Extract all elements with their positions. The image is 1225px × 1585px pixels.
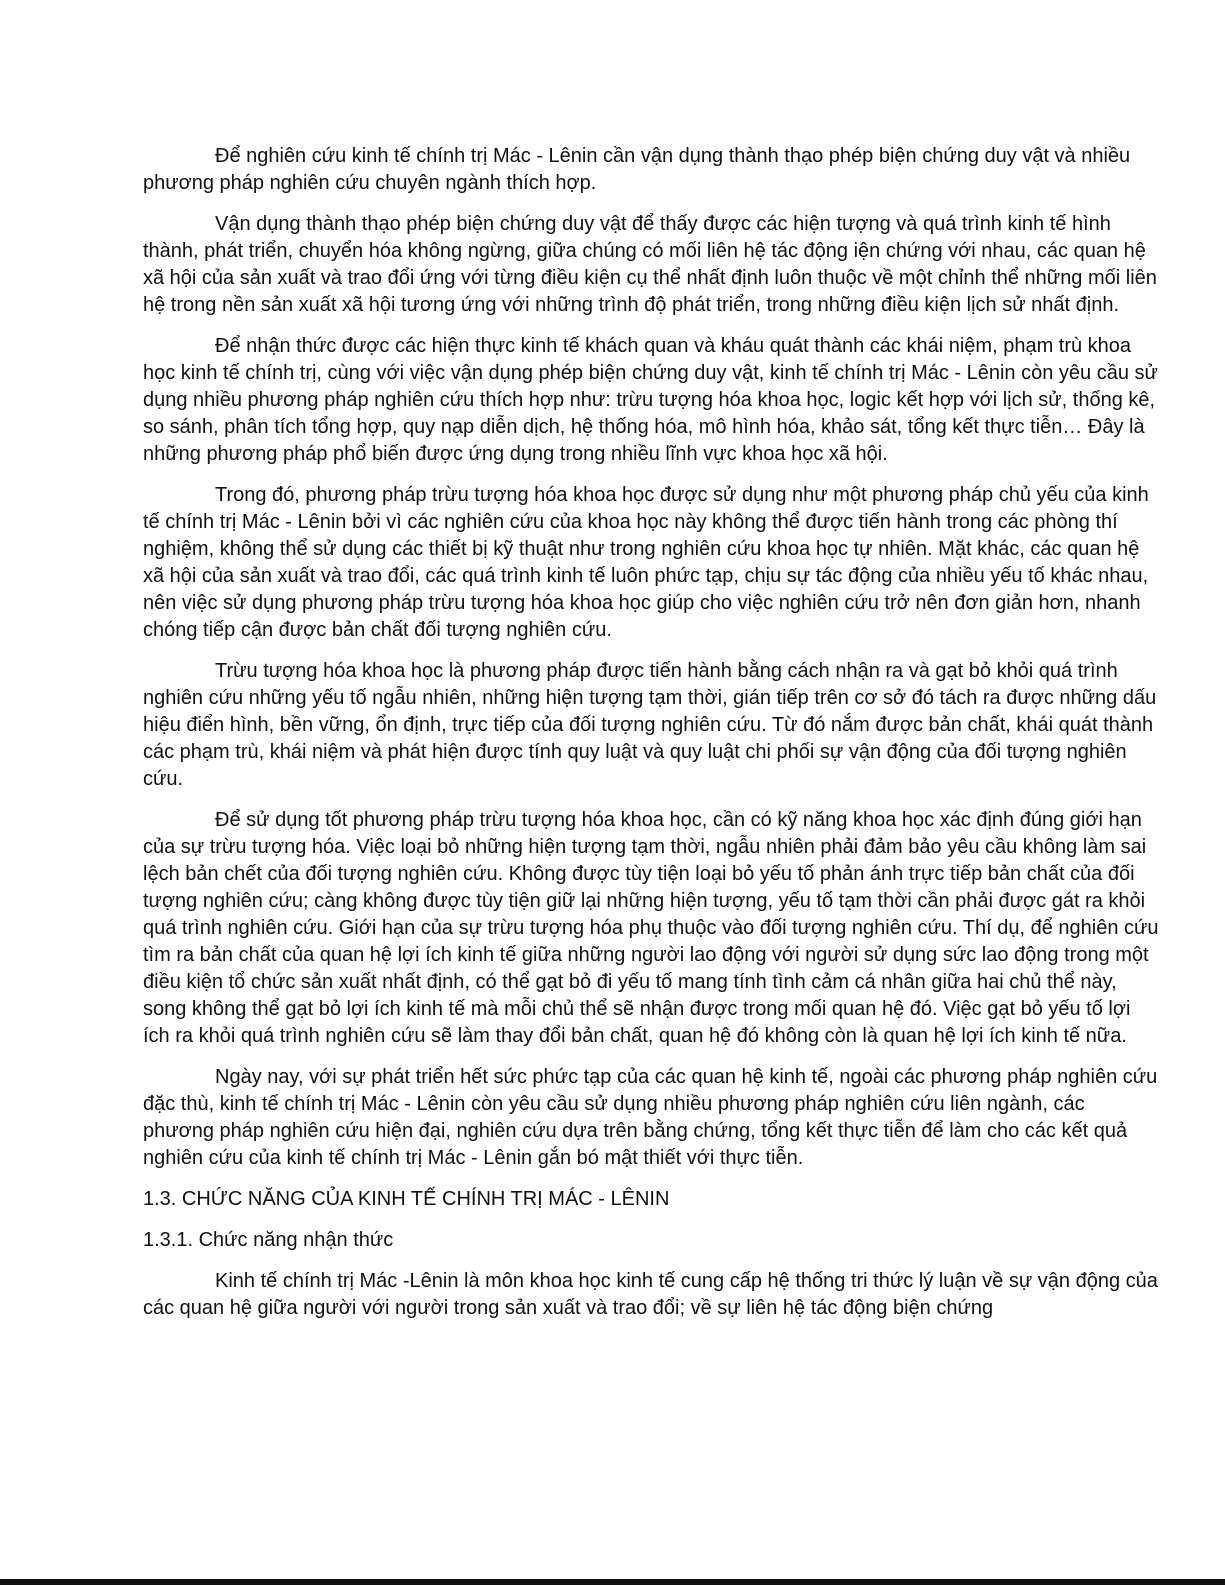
paragraph-5: Trừu tượng hóa khoa học là phương pháp được tiến hành bằng cách nhận ra và gạt bỏ khỏi quá trình nghiên cứu những yếu tố ngẫu nhiên, những hiện tượng tạm thời, gián tiếp trên cơ sở đó tách ra được những dấu hiệu điển hình, bền vững, ổn định, trực tiếp của đối tượng nghiên cứu. Từ đó nắm được bản chất, khái quát thành các phạm trù, khái niệm và phát hiện được tính quy luật và quy luật chi phối sự vận động của đối tượng nghiên cứu. xyxy=(143,660,1157,790)
paragraph-2: Vận dụng thành thạo phép biện chứng duy vật để thấy được các hiện tượng và quá trình kinh tế hình thành, phát triển, chuyển hóa không ngừng, giữa chúng có mối liên hệ tác động iện chứng với nhau, các quan hệ xã hội của sản xuất và trao đổi ứng với từng điều kiện cụ thể nhất định luôn thuộc về một chỉnh thể những mối liên hệ trong nền sản xuất xã hội tương ứng với những trình độ phát triển, trong những điều kiện lịch sử nhất định. xyxy=(143,213,1157,316)
paragraph-7: Ngày nay, với sự phát triển hết sức phức tạp của các quan hệ kinh tế, ngoài các phương pháp nghiên cứu đặc thù, kinh tế chính trị Mác - Lênin còn yêu cầu sử dụng nhiều phương pháp nghiên cứu liên ngành, các phương pháp nghiên cứu hiện đại, nghiên cứu dựa trên bằng chứng, tổng kết thực tiễn để làm cho các kết quả nghiên cứu của kinh tế chính trị Mác - Lênin gắn bó mật thiết với thực tiễn. xyxy=(143,1066,1158,1169)
paragraph-3: Để nhận thức được các hiện thực kinh tế khách quan và kháu quát thành các khái niệm, phạm trù khoa học kinh tế chính trị, cùng với việc vận dụng phép biện chứng duy vật, kinh tế chính trị Mác - Lênin còn yêu cầu sử dụng nhiều phương pháp nghiên cứu thích hợp như: trừu tượng hóa khoa học, logic kết hợp với lịch sử, thống kê, so sánh, phân tích tổng hợp, quy nạp diễn dịch, hệ thống hóa, mô hình hóa, khảo sát, tổng kết thực tiễn… Đây là những phương pháp phổ biến được ứng dụng trong nhiều lĩnh vực khoa học xã hội. xyxy=(143,335,1158,465)
subsection-heading: 1.3.1. Chức năng nhận thức xyxy=(143,1229,394,1251)
paragraph-6: Để sử dụng tốt phương pháp trừu tượng hóa khoa học, cần có kỹ năng khoa học xác định đúng giới hạn của sự trừu tượng hóa. Việc loại bỏ những hiện tượng tạm thời, ngẫu nhiên phải đảm bảo yêu cầu không làm sai lệch bản chết của đối tượng nghiên cứu. Không được tùy tiện loại bỏ yếu tố phản ánh trực tiếp bản chất của đối tượng nghiên cứu; càng không được tùy tiện giữ lại những hiện tượng, yếu tố tạm thời cần phải được gát ra khỏi quá trình nghiên cứu. Giới hạn của sự trừu tượng hóa phụ thuộc vào đối tượng nghiên cứu. Thí dụ, để nghiên cứu tìm ra bản chất của quan hệ lợi ích kinh tế giữa những người lao động với người sử dụng sức lao động trong một điều kiện tổ chức sản xuất nhất định, có thể gạt bỏ đi yếu tố mang tính tình cảm cá nhân giữa hai chủ thể này, song không thể gạt bỏ lợi ích kinh tế mà mỗi chủ thể sẽ nhận được trong mối quan hệ đó. Việc gạt bỏ yếu tố lợi ích ra khỏi quá trình nghiên cứu sẽ làm thay đổi bản chất, quan hệ đó không còn là quan hệ lợi ích kinh tế nữa. xyxy=(143,809,1159,1047)
paragraph-4: Trong đó, phương pháp trừu tượng hóa khoa học được sử dụng như một phương pháp chủ yếu của kinh tế chính trị Mác - Lênin bởi vì các nghiên cứu của khoa học này không thể được tiến hành trong các phòng thí nghiệm, không thể sử dụng các thiết bị kỹ thuật như trong nghiên cứu khoa học tự nhiên. Mặt khác, các quan hệ xã hội của sản xuất và trao đổi, các quá trình kinh tế luôn phức tạp, chịu sự tác động của nhiều yếu tố khác nhau, nên việc sử dụng phương pháp trừu tượng hóa khoa học giúp cho việc nghiên cứu trở nên đơn giản hơn, nhanh chóng tiếp cận được bản chất đối tượng nghiên cứu. xyxy=(143,484,1149,641)
closing-paragraph: Kinh tế chính trị Mác -Lênin là môn khoa học kinh tế cung cấp hệ thống tri thức lý luận về sự vận động của các quan hệ giữa người với người trong sản xuất và trao đổi; về sự liên hệ tác động biện chứng xyxy=(143,1270,1158,1319)
document-page xyxy=(143,143,1159,1336)
section-heading: 1.3. CHỨC NĂNG CỦA KINH TẾ CHÍNH TRỊ MÁC - LÊNIN xyxy=(143,1188,670,1210)
page-bottom-rule xyxy=(0,1579,1225,1585)
paragraph-1: Để nghiên cứu kinh tế chính trị Mác - Lênin cần vận dụng thành thạo phép biện chứng duy vật và nhiều phương pháp nghiên cứu chuyên ngành thích hợp. xyxy=(143,145,1131,194)
